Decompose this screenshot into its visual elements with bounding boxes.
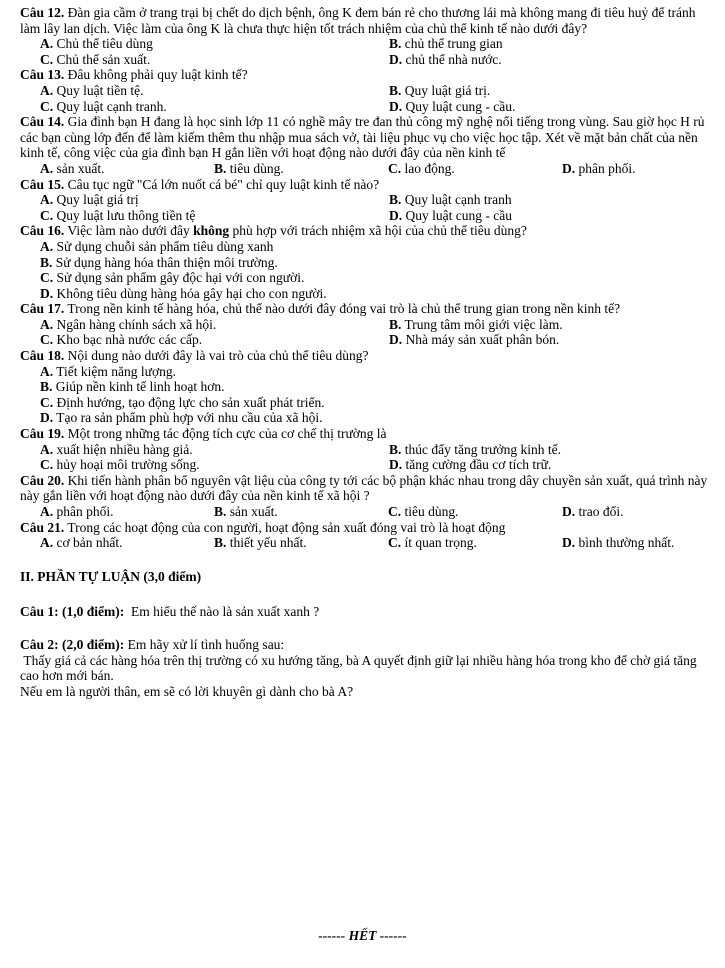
option-b: B. thúc đẩy tăng trưởng kinh tế. (389, 441, 561, 457)
option-b: B. sản xuất. (214, 504, 278, 519)
question-number: Câu 21. (20, 519, 65, 535)
options-row (20, 192, 711, 208)
option-d: D. chủ thể nhà nước. (389, 51, 502, 67)
options-row (20, 332, 711, 348)
option-c: C. Định hướng, tạo động lực cho sản xuất phát triển. (40, 394, 325, 410)
question-19 (20, 426, 711, 442)
option-b: B. Quy luật giá trị. (389, 82, 491, 98)
option-a: A. Chủ thể tiêu dùng (40, 36, 153, 52)
option-b: B. tiêu dùng. (214, 160, 284, 176)
question-text: Em hãy xử lí tình huống sau: (127, 636, 285, 652)
options-row (20, 161, 711, 177)
option-c: C. hủy hoại môi trường sống. (40, 457, 200, 473)
option-a: A. Ngân hàng chính sách xã hội. (40, 316, 217, 332)
option-c: C. ít quan trọng. (388, 535, 477, 551)
question-text: Đâu không phải quy luật kinh tế? (67, 67, 248, 83)
options-row (20, 36, 711, 52)
option-d: D. Tạo ra sản phẩm phù hợp với nhu cầu của xã hội. (40, 410, 323, 426)
emphasis-word: không (193, 223, 230, 239)
option-a: A. cơ bản nhất. (40, 535, 123, 551)
question-number: Câu 15. (20, 176, 65, 192)
option-c: C. tiêu dùng. (388, 504, 459, 519)
options-row (20, 442, 711, 458)
question-number: Câu 20. (20, 472, 65, 488)
option-d: D. Quy luật cung - cầu. (389, 98, 516, 114)
options-row (20, 208, 711, 224)
question-text: Trong các hoạt động của con người, hoạt động sản xuất đóng vai trò là hoạt động (67, 519, 506, 535)
question-number: Câu 2: (2,0 điểm): (20, 636, 125, 652)
option-a: A. Quy luật tiền tệ. (40, 82, 144, 98)
option-a: A. Quy luật giá trị (40, 192, 139, 208)
option-a: A. xuất hiện nhiều hàng giả. (40, 441, 193, 457)
option-b: B. chủ thể trung gian (389, 36, 503, 52)
section-title: II. PHẦN TỰ LUẬN (3,0 điểm) (20, 568, 202, 584)
option-d: D. Không tiêu dùng hàng hóa gây hại cho con người. (40, 285, 327, 301)
option-c: C. lao động. (388, 160, 455, 176)
question-number: Câu 16. (20, 223, 65, 239)
question-17 (20, 301, 711, 317)
question-text: Trong nền kinh tế hàng hóa, chủ thể nào dưới đây đóng vai trò là chủ thể trung gian trong nền kinh tế? (67, 301, 621, 317)
question-text: Em hiểu thế nào là sản xuất xanh ? (131, 604, 320, 620)
question-text: Một trong những tác động tích cực của cơ chế thị trường là (67, 426, 387, 442)
option-a: A. phân phối. (40, 504, 114, 519)
option-c: C. Quy luật lưu thông tiền tệ (40, 207, 196, 223)
question-21 (20, 520, 711, 536)
option-a: A. Tiết kiệm năng lượng. (40, 363, 176, 379)
question-text: Nội dung nào dưới đây là vai trò của chủ thể tiêu dùng? (67, 348, 369, 364)
option-c: C. Sử dụng sản phẩm gây độc hại với con người. (40, 270, 305, 286)
option-d: D. phân phối. (562, 160, 636, 176)
question-16: Câu 16. Việc làm nào dưới đây không phù hợp với trách nhiệm xã hội của chủ thể tiêu dùng? (20, 223, 527, 239)
question-number: Câu 12. (20, 5, 65, 20)
question-text: Gia đình bạn H đang là học sinh lớp 11 có nghề mây tre đan thủ công mỹ nghệ nổi tiếng trong vùng. Sau giờ học H rủ các bạn cùng lớp đến để làm kiếm thêm thu nhập mua sách vở, tài liệu phục vụ cho việc học tập. Xét về mặt bản chất của nền kinh tế, công việc của gia đình bạn H gắn liền với hoạt động nào dưới đây của nền kinh tế (20, 114, 705, 161)
option-d: D. bình thường nhất. (562, 535, 675, 551)
options-row (20, 52, 711, 68)
option-b: B. thiết yếu nhất. (214, 535, 307, 551)
question-number: Câu 1: (1,0 điểm): (20, 604, 125, 620)
essay-paragraph: Thấy giá cả các hàng hóa trên thị trường có xu hướng tăng, bà A quyết định giữ lại nhiều hàng hóa trong kho để chờ giá tăng cao hơn mới bán. (20, 652, 697, 684)
option-b: B. Trung tâm môi giới việc làm. (389, 316, 563, 332)
question-text: Khi tiến hành phân bổ nguyên vật liệu của công ty tới các bộ phận khác nhau trong dây chuyền sản xuất, quá trình này này gắn liền với hoạt động nào dưới đây của nền kinh tế xã hội ? (20, 472, 708, 504)
option-c: C. Kho bạc nhà nước các cấp. (40, 332, 203, 348)
end-marker: ------ HẾT ------ (318, 928, 407, 943)
options-row (20, 457, 711, 473)
question-13 (20, 67, 711, 83)
options-row (20, 99, 711, 115)
options-row (20, 535, 711, 551)
option-d: D. Quy luật cung - cầu (389, 207, 512, 223)
options-row (20, 317, 711, 333)
option-a: A. sản xuất. (40, 160, 105, 176)
options-row (20, 83, 711, 99)
question-number: Câu 17. (20, 301, 65, 317)
question-number: Câu 13. (20, 67, 65, 83)
option-b: B. Giúp nền kinh tế linh hoạt hơn. (40, 379, 225, 395)
essay-question-1 (20, 604, 711, 620)
question-14 (20, 114, 711, 161)
option-b: B. Quy luật cạnh tranh (389, 192, 512, 208)
option-d: D. Nhà máy sản xuất phân bón. (389, 332, 560, 348)
question-20 (20, 473, 711, 504)
question-text: Đàn gia cầm ở trang trại bị chết do dịch bệnh, ông K đem bán rẻ cho thương lái mà không mang đi tiêu huỷ để tránh làm lây lan dịch. Việc làm của ông K là chưa thực hiện tốt trách nhiệm của chủ thể kinh tế nào dưới đây? (20, 5, 696, 36)
question-number: Câu 18. (20, 348, 65, 364)
option-c: C. Quy luật cạnh tranh. (40, 98, 167, 114)
option-c: C. Chủ thể sản xuất. (40, 51, 151, 67)
question-number: Câu 14. (20, 114, 65, 130)
option-d: D. tăng cường đầu cơ tích trữ. (389, 457, 552, 473)
question-15 (20, 177, 711, 193)
essay-question-2 (20, 637, 711, 653)
question-text: Câu tục ngữ "Cá lớn nuốt cá bé" chỉ quy luật kinh tế nào? (67, 176, 380, 192)
question-number: Câu 19. (20, 426, 65, 442)
options-row (20, 504, 711, 520)
option-a: A. Sử dụng chuỗi sản phẩm tiêu dùng xanh (40, 238, 274, 254)
option-d: D. trao đổi. (562, 504, 624, 519)
option-b: B. Sử dụng hàng hóa thân thiện môi trường. (40, 254, 278, 270)
question-18 (20, 348, 711, 364)
question-12 (20, 5, 711, 36)
essay-paragraph: Nếu em là người thân, em sẽ có lời khuyên gì dành cho bà A? (20, 683, 354, 699)
